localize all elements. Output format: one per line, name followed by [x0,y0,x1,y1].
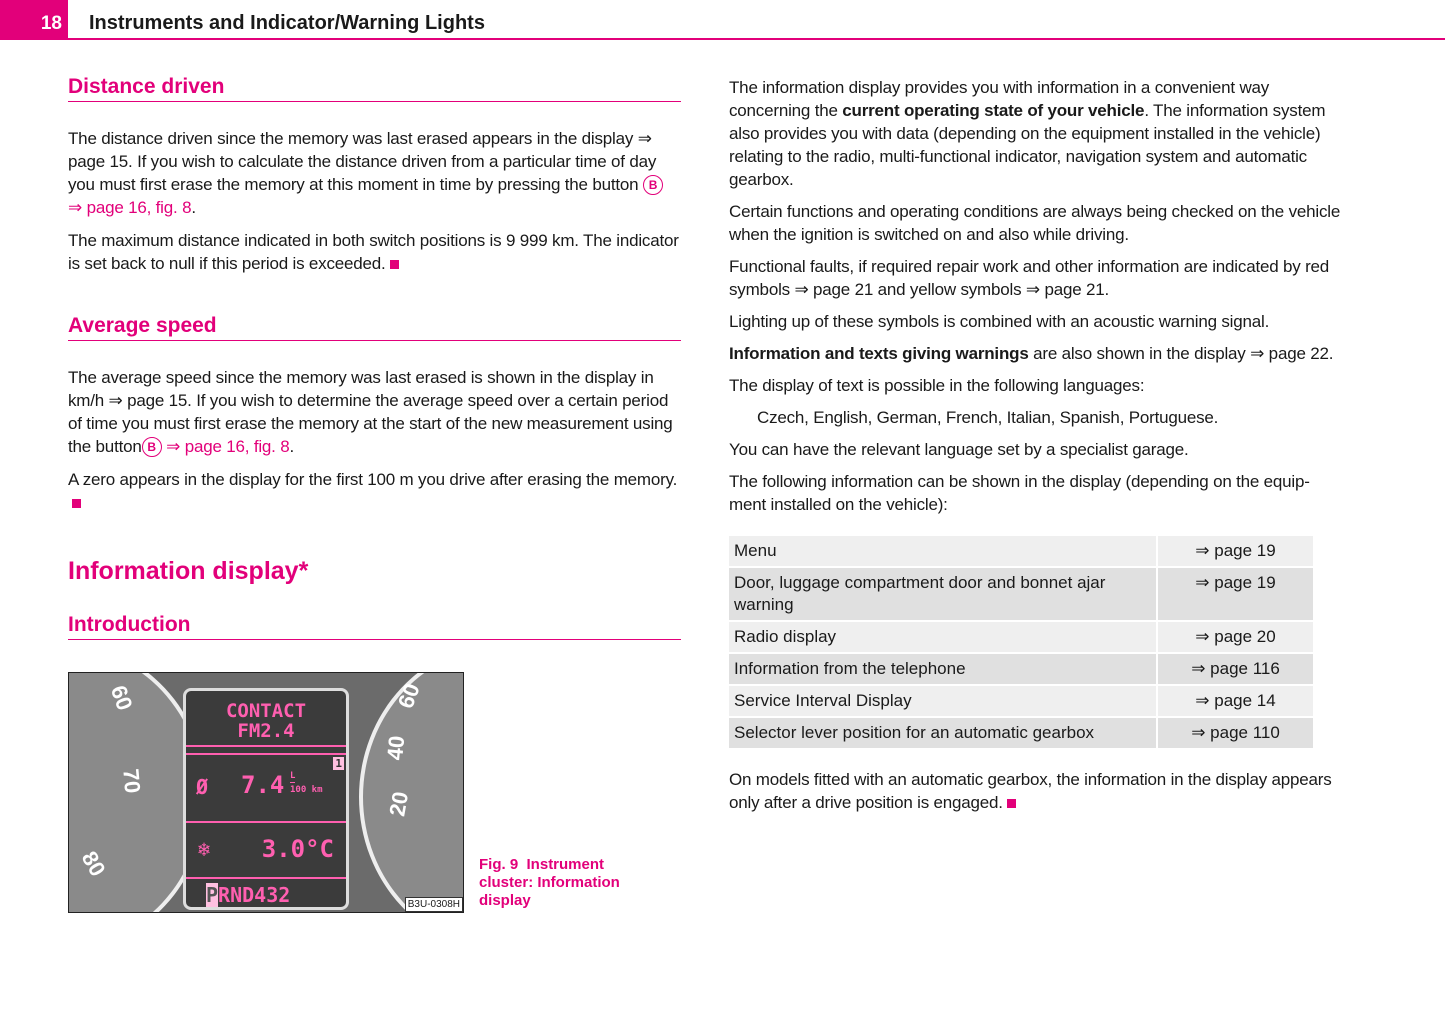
paragraph: You can have the relevant language set by a specialist garage. [729,440,1189,459]
snowflake-icon: ❄ [198,837,211,861]
table-page-ref[interactable]: ⇒ page 110 [1156,718,1313,748]
table-page-ref[interactable]: ⇒ page 14 [1156,686,1313,716]
info-display-screen [183,688,349,910]
table-item: Door, luggage compartment door and bonnet ajar warning [729,568,1156,620]
figure-caption: Fig. 9 Instrument cluster: Information display [479,856,620,909]
gear-indicator: PRND432 [206,883,291,907]
table-row [729,718,1313,748]
table-page-ref[interactable]: ⇒ page 20 [1156,622,1313,652]
average-icon: Ø [196,775,209,799]
gauge-label: 70 [118,767,146,795]
display-line-2: FM2.4 [186,721,346,747]
heading-distance-driven: Distance driven [68,75,681,102]
end-marker-icon [1007,799,1016,808]
display-info-table [729,534,1313,750]
languages-list: Czech, English, German, French, Italian, Spanish, Portuguese. [757,408,1219,427]
table-item: Information from the telephone [729,654,1156,684]
table-item: Radio display [729,622,1156,652]
end-marker-icon [390,260,399,269]
unit-top: L [290,771,296,781]
page-link[interactable]: ⇒ page 16, fig. 8 [68,198,192,217]
table-page-ref[interactable]: ⇒ page 19 [1156,568,1313,620]
memory-badge: 1 [335,757,342,770]
paragraph: Information and texts giving warnings are also shown in the display ⇒ page 22. [729,344,1334,363]
temperature-value: 3.0°C [261,835,334,863]
instrument-cluster-figure [68,672,464,913]
heading-introduction: Introduction [68,613,681,640]
table-row [729,686,1313,716]
paragraph: Lighting up of these symbols is combined with an acoustic warning signal. [729,312,1270,331]
speed-paragraph-1: The average speed since the memory was last erased is shown in the display in km/h ⇒ page 15. If you wish to determine the average speed over a certain period of time you must first erase the memory at the start of the new measurement using the button B ⇒ page 16, fig. 8. [68,368,673,456]
paragraph: On models fitted with an automatic gearbox, the information in the display appears only after a drive position is engaged. [729,770,1332,812]
figure-code: B3U-0308H [405,897,463,912]
distance-section [68,127,681,275]
unit-bottom: 100 km [290,785,323,795]
consumption-value: 7.4 [241,771,285,799]
heading-information-display: Information display* [68,557,309,585]
table-row [729,654,1313,684]
header-rule [68,38,1445,40]
end-marker-icon [72,499,81,508]
display-line-1: CONTACT [225,700,307,722]
table-row [729,536,1313,566]
table-row [729,568,1313,620]
table-item: Service Interval Display [729,686,1156,716]
distance-paragraph-1: The distance driven since the memory was last erased appears in the display ⇒ page 15. If you wish to calculate the distance driven from a particular time of day you must first erase the memory at this moment in time by pressing the button B ⇒ page 16, fig. 8. [68,127,681,219]
paragraph: The information display provides you with information in a convenient way concerning the current operating state of your vehicle. The information system also provides you with data (depending on the equipment installed in the vehicle) relating to the radio, multi-functional indicator, navigation system and automatic gearbox. [729,78,1326,189]
right-column [729,76,1344,814]
gauge-label: 20 [384,789,414,819]
gauge-label: 40 [382,734,410,762]
table-page-ref[interactable]: ⇒ page 116 [1156,654,1313,684]
temperature-row [186,823,346,879]
speed-paragraph-2: A zero appears in the display for the first 100 m you drive after erasing the memory. [68,468,681,514]
paragraph: Functional faults, if required repair work and other information are indicated by red symbols ⇒ page 21 and yellow symbols ⇒ page 21. [729,257,1330,299]
gauge-label: 60 [105,682,138,714]
paragraph: The following information can be shown in the display (depending on the equip-ment installed on the vehicle): [729,472,1310,514]
paragraph: The display of text is possible in the following languages: [729,376,1145,395]
table-page-ref[interactable]: ⇒ page 19 [1156,536,1313,566]
paragraph: Certain functions and operating conditions are always being checked on the vehicle when the ignition is switched on and also while driving. [729,202,1341,244]
consumption-row [186,753,346,823]
button-b-symbol: B [142,437,162,457]
page-number: 18 [0,0,68,40]
table-item: Menu [729,536,1156,566]
table-item: Selector lever position for an automatic gearbox [729,718,1156,748]
gauge-label: 60 [392,680,425,712]
gauge-label: 80 [76,846,111,881]
distance-paragraph-2: The maximum distance indicated in both switch positions is 9 999 km. The indicator is set back to null if this period is exceeded. [68,231,679,273]
table-row [729,622,1313,652]
page-link[interactable]: ⇒ page 16, fig. 8 [166,437,290,456]
heading-average-speed: Average speed [68,314,681,341]
chapter-title: Instruments and Indicator/Warning Lights [89,12,485,34]
speed-section [68,366,681,514]
button-b-symbol: B [643,175,663,195]
